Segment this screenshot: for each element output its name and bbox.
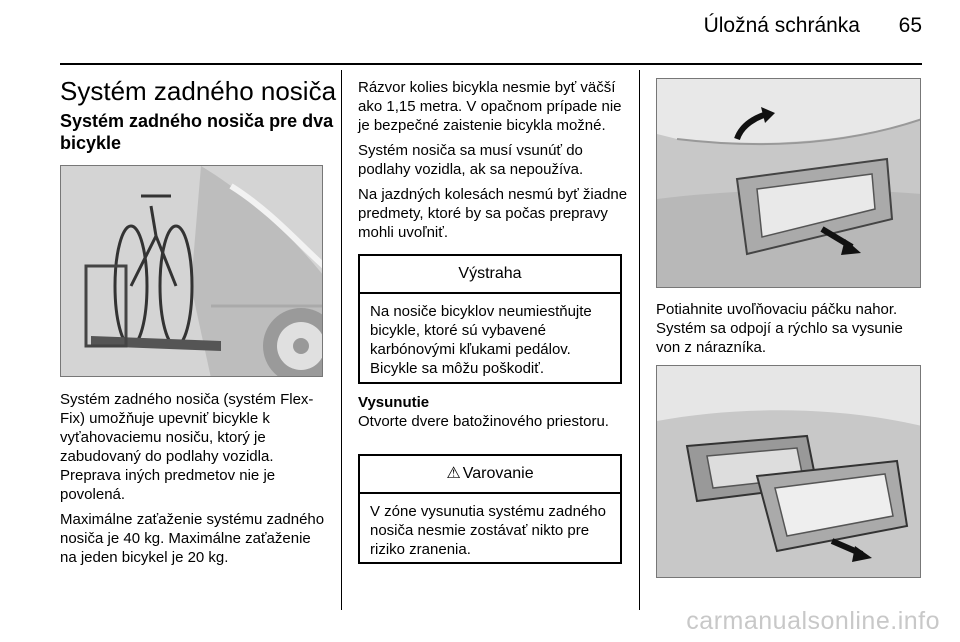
col1-paragraph-2: Maximálne zaťaženie systému zadného nosiča je 40 kg. Maximálne zaťaženie na jeden bicykel je 20 kg. — [60, 511, 325, 566]
header-rule — [60, 63, 922, 65]
page-header-title: Úložná schránka — [703, 14, 860, 37]
warning-body: V zóne vysunutia systému zadného nosiča nesmie zostávať nikto pre riziko zranenia. — [370, 503, 606, 558]
col2-paragraph-4: Otvorte dvere batožinového priestoru. — [358, 413, 609, 430]
bike-carrier-illustration — [60, 165, 323, 377]
release-lever-illustration — [656, 78, 921, 288]
page-number: 65 — [898, 14, 922, 37]
column-divider-2 — [639, 70, 640, 610]
col3-paragraph-1: Potiahnite uvoľňovaciu páčku nahor. Systém sa odpojí a rýchlo sa vysunie von z nárazníka. — [656, 301, 903, 356]
warning-box — [358, 454, 622, 564]
subheading-extension: Vysunutie — [358, 394, 430, 411]
column-divider-1 — [341, 70, 342, 610]
subsection-title: Systém zadného nosiča pre dva bicykle — [60, 111, 334, 153]
notice-body: Na nosiče bicyklov neumiestňujte bicykle, ktoré sú vybavené karbónovými kľukami pedálov. Bicykle sa môžu poškodiť. — [370, 303, 592, 377]
col2-paragraph-3: Na jazdných kolesách nesmú byť žiadne predmety, ktoré by sa počas prepravy mohli uvoľniť. — [358, 186, 628, 241]
col2-text-top — [358, 78, 628, 248]
col1-text — [60, 390, 325, 573]
warning-title: Varovanie — [462, 465, 534, 482]
col1-paragraph-1: Systém zadného nosiča (systém Flex-Fix) umožňuje upevniť bicykle k vyťahovaciemu nosiču, ktorý je zabudovaný do podlahy vozidla. Preprava iných predmetov nie je povolená. — [60, 391, 314, 503]
section-title: Systém zadného nosiča — [60, 76, 337, 106]
col3-text — [656, 300, 926, 363]
warning-title-row — [360, 456, 620, 494]
col2-paragraph-1: Rázvor kolies bicykla nesmie byť väčší ako 1,15 metra. V opačnom prípade nie je bezpečné zaistenie bicykla možné. — [358, 79, 622, 134]
carrier-extended-illustration — [656, 365, 921, 578]
notice-box — [358, 254, 622, 384]
col2-text-middle — [358, 393, 628, 431]
watermark: carmanualsonline.info — [686, 607, 940, 635]
col2-paragraph-2: Systém nosiča sa musí vsunúť do podlahy vozidla, ak sa nepoužíva. — [358, 142, 584, 178]
notice-title: Výstraha — [360, 256, 620, 294]
warning-triangle-icon: ⚠ — [446, 465, 461, 482]
